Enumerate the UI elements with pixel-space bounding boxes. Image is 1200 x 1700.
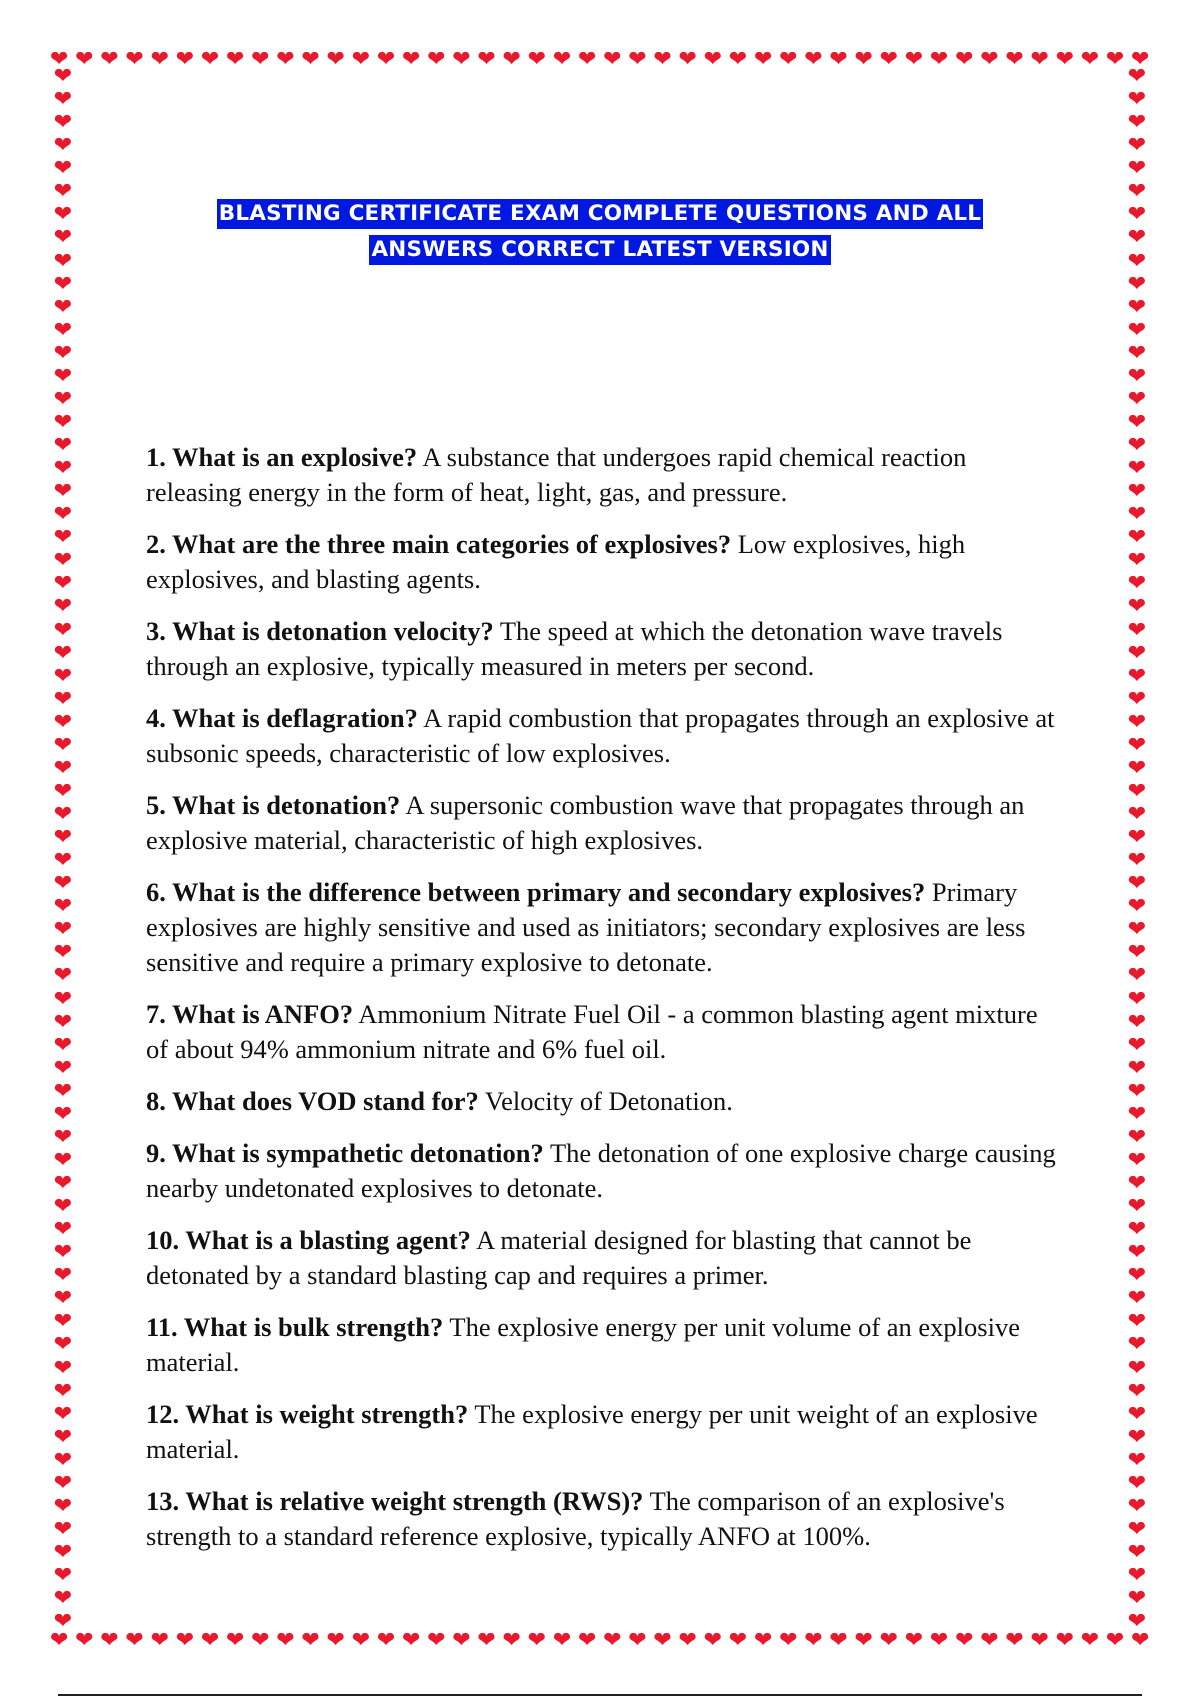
heart-icon: ❤ [1127,894,1147,920]
heart-icon: ❤ [1127,271,1147,297]
heart-icon: ❤ [577,1628,597,1653]
heart-icon: ❤ [779,47,798,72]
heart-icon: ❤ [53,1424,73,1450]
heart-icon: ❤ [1105,1628,1125,1653]
heart-icon: ❤ [225,1628,245,1653]
heart-icon: ❤ [1127,1332,1147,1358]
heart-icon: ❤ [1127,386,1147,412]
heart-icon: ❤ [276,1628,295,1653]
heart-icon: ❤ [1127,1309,1147,1335]
heart-icon: ❤ [53,825,73,851]
question-item [146,1310,1066,1380]
heart-icon: ❤ [53,386,73,412]
heart-icon: ❤ [251,1628,270,1653]
title-line-2: ANSWERS CORRECT LATEST VERSION [369,235,830,265]
heart-icon: ❤ [53,179,73,205]
heart-icon: ❤ [53,1147,73,1173]
heart-icon: ❤ [53,986,73,1012]
heart-icon: ❤ [53,479,73,505]
heart-icon: ❤ [200,1628,220,1653]
heart-icon: ❤ [703,1628,723,1653]
answer-text: Primary explosives are highly sensitive and used as initiators; secondary explosives are less sensitive and require a primary explosive to detonate. [146,877,1026,977]
heart-icon: ❤ [1127,571,1147,597]
heart-icon: ❤ [1127,179,1147,205]
heart-icon: ❤ [955,1628,974,1653]
answer-text: Velocity of Detonation. [484,1086,733,1116]
heart-icon: ❤ [53,617,73,643]
heart-icon: ❤ [1127,87,1147,113]
heart-border-top [50,47,1150,73]
heart-icon: ❤ [200,47,220,72]
heart-icon: ❤ [527,47,547,72]
heart-icon: ❤ [1127,1217,1147,1243]
heart-icon: ❤ [53,110,73,136]
heart-icon: ❤ [53,778,73,804]
heart-icon: ❤ [1127,1032,1147,1058]
heart-icon: ❤ [326,1628,345,1653]
heart-icon: ❤ [1127,317,1147,343]
heart-icon: ❤ [929,1628,949,1653]
heart-icon: ❤ [628,1628,647,1653]
heart-icon: ❤ [53,456,73,482]
heart-icon: ❤ [53,294,73,320]
heart-icon: ❤ [1127,156,1147,182]
question-text: 3. What is detonation velocity? [146,616,494,646]
heart-icon: ❤ [125,47,144,72]
heart-icon: ❤ [1127,133,1147,159]
heart-icon: ❤ [53,409,73,435]
question-item [146,614,1066,684]
heart-icon: ❤ [53,548,73,574]
heart-icon: ❤ [53,1447,73,1473]
heart-icon: ❤ [53,1217,73,1243]
heart-icon: ❤ [53,1540,73,1565]
heart-icon: ❤ [502,1628,521,1653]
heart-icon: ❤ [1127,1009,1147,1035]
heart-icon: ❤ [50,1628,69,1653]
heart-icon: ❤ [1127,917,1147,943]
heart-icon: ❤ [577,47,597,72]
heart-border-bottom [50,1628,1150,1654]
heart-icon: ❤ [53,433,73,458]
question-item [146,1484,1066,1554]
question-item [146,1084,1066,1119]
footer-divider [58,1694,1142,1696]
heart-icon: ❤ [53,1516,73,1542]
heart-icon: ❤ [53,133,73,159]
heart-icon: ❤ [175,47,195,72]
question-item [146,875,1066,980]
heart-icon: ❤ [53,1032,73,1058]
heart-icon: ❤ [326,47,345,72]
heart-icon: ❤ [53,225,73,251]
question-item [146,701,1066,771]
heart-icon: ❤ [225,47,245,72]
heart-icon: ❤ [351,47,371,72]
heart-icon: ❤ [452,1628,471,1653]
heart-icon: ❤ [904,1628,924,1653]
heart-icon: ❤ [753,47,773,72]
heart-icon: ❤ [53,732,73,758]
heart-icon: ❤ [1127,940,1147,966]
heart-icon: ❤ [1127,1286,1147,1312]
heart-icon: ❤ [53,1240,73,1266]
heart-icon: ❤ [1127,1263,1147,1289]
question-text: 12. What is weight strength? [146,1399,469,1429]
heart-icon: ❤ [53,1309,73,1335]
heart-icon: ❤ [1131,47,1150,72]
heart-icon: ❤ [1127,294,1147,320]
heart-icon: ❤ [1127,825,1147,851]
heart-icon: ❤ [552,1628,572,1653]
heart-icon: ❤ [53,248,73,274]
heart-icon: ❤ [1127,1470,1147,1496]
heart-icon: ❤ [1127,686,1147,712]
heart-icon: ❤ [1080,47,1100,72]
question-item [146,997,1066,1067]
heart-icon: ❤ [904,47,924,72]
heart-icon: ❤ [854,47,873,72]
heart-icon: ❤ [53,1101,73,1127]
heart-icon: ❤ [1127,1355,1147,1381]
question-text: 8. What does VOD stand for? [146,1086,479,1116]
heart-icon: ❤ [1127,340,1147,366]
heart-icon: ❤ [1127,986,1147,1012]
heart-icon: ❤ [301,1628,320,1653]
title-line-1: BLASTING CERTIFICATE EXAM COMPLETE QUESTIONS AND ALL [217,199,983,229]
heart-icon: ❤ [1127,1563,1147,1589]
heart-icon: ❤ [552,47,572,72]
heart-icon: ❤ [1127,248,1147,274]
heart-icon: ❤ [53,525,73,551]
answer-text: A substance that undergoes rapid chemical reaction releasing energy in the form of heat, light, gas, and pressure. [146,442,967,507]
heart-icon: ❤ [53,66,73,89]
heart-icon: ❤ [53,271,73,297]
heart-icon: ❤ [53,594,73,620]
heart-icon: ❤ [1127,1424,1147,1450]
heart-icon: ❤ [175,1628,195,1653]
heart-icon: ❤ [854,1628,873,1653]
heart-icon: ❤ [1005,1628,1024,1653]
heart-icon: ❤ [1127,1586,1147,1612]
heart-icon: ❤ [1127,1124,1147,1150]
heart-icon: ❤ [53,1078,73,1104]
heart-icon: ❤ [1127,778,1147,804]
heart-icon: ❤ [53,848,73,874]
heart-icon: ❤ [53,1332,73,1358]
heart-icon: ❤ [75,47,94,72]
question-text: 1. What is an explosive? [146,442,418,472]
heart-icon: ❤ [53,1263,73,1289]
heart-icon: ❤ [53,1055,73,1081]
heart-icon: ❤ [1127,1171,1147,1196]
question-item [146,1136,1066,1206]
answer-text: A supersonic combustion wave that propagates through an explosive material, characteristic of high explosives. [146,790,1025,855]
heart-icon: ❤ [53,571,73,597]
heart-icon: ❤ [427,47,446,72]
heart-icon: ❤ [53,1194,73,1220]
heart-icon: ❤ [477,1628,496,1653]
heart-icon: ❤ [1127,1147,1147,1173]
heart-icon: ❤ [804,1628,823,1653]
heart-icon: ❤ [1127,479,1147,505]
heart-icon: ❤ [125,1628,144,1653]
answer-text: The explosive energy per unit weight of an explosive material. [146,1399,1038,1464]
heart-icon: ❤ [1127,663,1147,689]
heart-icon: ❤ [980,1628,999,1653]
heart-icon: ❤ [1127,1493,1147,1519]
question-text: 13. What is relative weight strength (RWS)? [146,1486,644,1516]
answer-text: The detonation of one explosive charge causing nearby undetonated explosives to detonate. [146,1138,1056,1203]
heart-icon: ❤ [1127,548,1147,574]
heart-icon: ❤ [1127,66,1147,89]
question-text: 2. What are the three main categories of explosives? [146,529,732,559]
question-text: 10. What is a blasting agent? [146,1225,471,1255]
heart-icon: ❤ [502,47,521,72]
heart-icon: ❤ [53,940,73,966]
heart-icon: ❤ [1127,502,1147,528]
heart-icon: ❤ [251,47,270,72]
question-text: 5. What is detonation? [146,790,401,820]
question-text: 7. What is ANFO? [146,999,354,1029]
heart-icon: ❤ [603,1628,622,1653]
answer-text: A material designed for blasting that cannot be detonated by a standard blasting cap and requires a primer. [146,1225,972,1290]
heart-icon: ❤ [527,1628,547,1653]
heart-icon: ❤ [1127,1378,1147,1404]
heart-icon: ❤ [376,1628,396,1653]
heart-icon: ❤ [1127,755,1147,781]
heart-icon: ❤ [53,871,73,897]
heart-icon: ❤ [678,47,697,72]
heart-icon: ❤ [301,47,320,72]
heart-icon: ❤ [401,47,421,72]
heart-icon: ❤ [53,663,73,689]
heart-icon: ❤ [150,1628,169,1653]
heart-icon: ❤ [53,709,73,735]
heart-icon: ❤ [53,1493,73,1519]
heart-icon: ❤ [1105,47,1125,72]
answer-text: A rapid combustion that propagates through an explosive at subsonic speeds, characteristic of low explosives. [146,703,1055,768]
heart-icon: ❤ [150,47,169,72]
heart-icon: ❤ [1127,732,1147,758]
question-text: 6. What is the difference between primary and secondary explosives? [146,877,926,907]
heart-icon: ❤ [452,47,471,72]
heart-icon: ❤ [1127,1609,1147,1634]
heart-icon: ❤ [53,317,73,343]
heart-icon: ❤ [879,47,899,72]
answer-text: The comparison of an explosive's strength to a standard reference explosive, typically ANFO at 100%. [146,1486,1005,1551]
heart-icon: ❤ [1127,963,1147,989]
heart-icon: ❤ [53,502,73,528]
question-text: 4. What is deflagration? [146,703,418,733]
heart-icon: ❤ [728,47,748,72]
heart-icon: ❤ [276,47,295,72]
question-text: 9. What is sympathetic detonation? [146,1138,544,1168]
heart-icon: ❤ [678,1628,697,1653]
heart-icon: ❤ [53,1563,73,1589]
answer-text: Low explosives, high explosives, and blasting agents. [146,529,966,594]
heart-icon: ❤ [53,1355,73,1381]
heart-icon: ❤ [427,1628,446,1653]
heart-icon: ❤ [53,894,73,920]
heart-icon: ❤ [100,47,119,72]
heart-icon: ❤ [53,917,73,943]
answer-text: The speed at which the detonation wave travels through an explosive, typically measured in meters per second. [146,616,1003,681]
heart-icon: ❤ [879,1628,899,1653]
heart-icon: ❤ [929,47,949,72]
heart-icon: ❤ [1127,433,1147,458]
heart-icon: ❤ [1127,363,1147,389]
heart-icon: ❤ [477,47,496,72]
heart-icon: ❤ [53,686,73,712]
heart-icon: ❤ [728,1628,748,1653]
heart-icon: ❤ [1131,1628,1150,1653]
heart-icon: ❤ [100,1628,119,1653]
question-item [146,527,1066,597]
heart-icon: ❤ [829,47,848,72]
heart-icon: ❤ [1005,47,1024,72]
heart-icon: ❤ [53,1586,73,1612]
heart-icon: ❤ [53,1124,73,1150]
heart-icon: ❤ [1127,1540,1147,1565]
heart-icon: ❤ [653,1628,672,1653]
document-title [150,196,1050,268]
heart-icon: ❤ [401,1628,421,1653]
answer-text: The explosive energy per unit volume of an explosive material. [146,1312,1020,1377]
question-item [146,440,1066,510]
heart-icon: ❤ [1127,202,1147,228]
question-text: 11. What is bulk strength? [146,1312,444,1342]
heart-icon: ❤ [53,1470,73,1496]
heart-icon: ❤ [1127,409,1147,435]
heart-icon: ❤ [1127,617,1147,643]
heart-icon: ❤ [628,47,647,72]
heart-icon: ❤ [603,47,622,72]
heart-icon: ❤ [1055,1628,1075,1653]
heart-icon: ❤ [955,47,974,72]
heart-icon: ❤ [703,47,723,72]
heart-icon: ❤ [1127,110,1147,136]
heart-icon: ❤ [1127,225,1147,251]
heart-icon: ❤ [1127,871,1147,897]
heart-icon: ❤ [980,47,999,72]
heart-icon: ❤ [50,47,69,72]
heart-icon: ❤ [1127,1447,1147,1473]
heart-icon: ❤ [1127,1516,1147,1542]
heart-icon: ❤ [829,1628,848,1653]
heart-icon: ❤ [53,87,73,113]
heart-icon: ❤ [53,802,73,827]
heart-icon: ❤ [53,202,73,228]
heart-icon: ❤ [1127,525,1147,551]
heart-icon: ❤ [351,1628,371,1653]
heart-icon: ❤ [1055,47,1075,72]
heart-icon: ❤ [779,1628,798,1653]
heart-icon: ❤ [53,640,73,666]
heart-icon: ❤ [376,47,396,72]
heart-icon: ❤ [53,1401,73,1427]
heart-icon: ❤ [1127,640,1147,666]
heart-icon: ❤ [1127,1055,1147,1081]
heart-icon: ❤ [53,1171,73,1196]
heart-icon: ❤ [53,1609,73,1634]
heart-icon: ❤ [1127,456,1147,482]
heart-icon: ❤ [53,1286,73,1312]
heart-icon: ❤ [1127,1194,1147,1220]
heart-icon: ❤ [1030,1628,1049,1653]
heart-icon: ❤ [1127,1078,1147,1104]
question-item [146,1397,1066,1467]
heart-border-right [1124,66,1150,1634]
question-item [146,788,1066,858]
heart-icon: ❤ [53,1378,73,1404]
heart-icon: ❤ [1127,1240,1147,1266]
heart-icon: ❤ [1127,1101,1147,1127]
answer-text: Ammonium Nitrate Fuel Oil - a common blasting agent mixture of about 94% ammonium nitrate and 6% fuel oil. [146,999,1038,1064]
heart-border-left [50,66,76,1634]
heart-icon: ❤ [75,1628,94,1653]
heart-icon: ❤ [53,755,73,781]
heart-icon: ❤ [1127,1401,1147,1427]
heart-icon: ❤ [1127,594,1147,620]
heart-icon: ❤ [1080,1628,1100,1653]
heart-icon: ❤ [53,156,73,182]
question-item [146,1223,1066,1293]
heart-icon: ❤ [1127,802,1147,827]
heart-icon: ❤ [1127,848,1147,874]
heart-icon: ❤ [53,340,73,366]
heart-icon: ❤ [53,1009,73,1035]
heart-icon: ❤ [1030,47,1049,72]
heart-icon: ❤ [804,47,823,72]
question-list [146,440,1066,1571]
heart-icon: ❤ [53,963,73,989]
heart-icon: ❤ [53,363,73,389]
heart-icon: ❤ [1127,709,1147,735]
heart-icon: ❤ [753,1628,773,1653]
heart-icon: ❤ [653,47,672,72]
